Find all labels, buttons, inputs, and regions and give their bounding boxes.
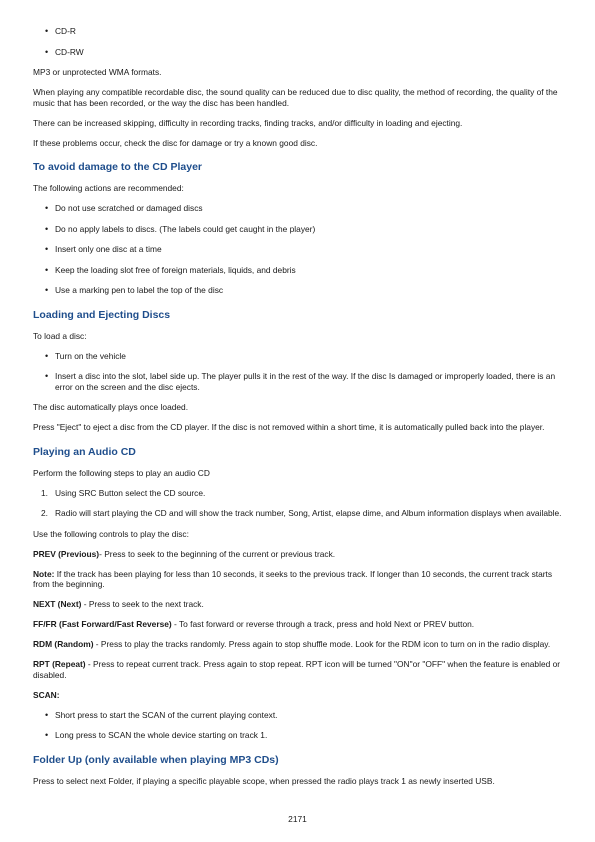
heading-playing-audio-cd: Playing an Audio CD <box>33 445 136 458</box>
next-control <box>33 599 563 610</box>
rpt-text: - Press to repeat current track. Press again to stop repeat. RPT icon will be turned "ON"or "OFF" when the feature is enabled or disabled. <box>33 659 561 680</box>
scan-list <box>33 710 563 741</box>
list-item: • Use a marking pen to label the top of the disc <box>33 285 563 296</box>
list-item <box>33 508 563 519</box>
rpt-control <box>33 659 563 680</box>
note-text: If the track has been playing for less than 10 seconds, it seeks to the previous track. If longer than 10 seconds, the current track starts from the beginning. <box>33 568 553 589</box>
prev-text: - Press to seek to the beginning of the current or previous track. <box>99 548 336 559</box>
list-item: • Keep the loading slot free of foreign materials, liquids, and debris <box>33 265 563 276</box>
step-text: Radio will start playing the CD and will show the track number, Song, Artist, elapse dime, and Album information displays when available. <box>55 508 562 518</box>
folder-paragraph: Press to select next Folder, if playing a specific playable scope, when pressed the radio plays track 1 as newly inserted USB. <box>33 775 495 786</box>
step-text: Using SRC Button select the CD source. <box>55 487 206 498</box>
scan-label: SCAN: <box>33 689 60 700</box>
scan-control <box>33 690 563 701</box>
next-text: - Press to seek to the next track. <box>81 599 204 609</box>
note-paragraph <box>33 569 563 590</box>
rdm-label: RDM (Random) <box>33 639 94 649</box>
list-item: • CD-R <box>33 26 563 37</box>
ff-fr-control <box>33 619 563 630</box>
list-item: • Turn on the vehicle <box>33 351 563 362</box>
quality-paragraph: When playing any compatible recordable disc, the sound quality can be reduced due to disc quality, the method of recording, the quality of the music that has been recorded, or the way the disc has been handled. <box>33 87 558 108</box>
heading-loading-ejecting: Loading and Ejecting Discs <box>33 308 171 321</box>
loading-list <box>33 351 563 393</box>
step-number: 2. <box>41 508 48 518</box>
prev-control <box>33 549 563 560</box>
list-item: • CD-RW <box>33 47 563 58</box>
document-page <box>33 26 563 796</box>
to-load-paragraph: To load a disc: <box>33 330 87 341</box>
eject-paragraph: Press "Eject" to eject a disc from the CD player. If the disc is not removed within a short time, it is automatically pulled back into the player. <box>33 422 545 432</box>
prev-label: PREV (Previous) <box>33 548 100 559</box>
list-item <box>33 488 563 499</box>
formats-paragraph: MP3 or unprotected WMA formats. <box>33 67 162 77</box>
avoid-damage-list <box>33 203 563 296</box>
heading-folder-up: Folder Up (only available when playing MP3 CDs) <box>33 753 279 766</box>
list-item: • Short press to start the SCAN of the current playing context. <box>33 710 563 721</box>
list-item: • Do not use scratched or damaged discs <box>33 203 563 214</box>
rdm-control <box>33 639 563 650</box>
note-label: Note: <box>33 568 55 579</box>
ff-fr-label: FF/FR (Fast Forward/Fast Reverse) <box>33 619 172 629</box>
heading-avoid-damage: To avoid damage to the CD Player <box>33 161 203 173</box>
steps-list <box>33 488 563 519</box>
next-label: NEXT (Next) <box>33 599 82 609</box>
disc-type-list <box>33 26 563 57</box>
list-item: • Do no apply labels to discs. (The labels could get caught in the player) <box>33 224 563 235</box>
skipping-paragraph: There can be increased skipping, difficulty in recording tracks, finding tracks, and/or difficulty in loading and ejecting. <box>33 117 463 128</box>
list-item: • Insert only one disc at a time <box>33 244 563 255</box>
step-number: 1. <box>41 487 48 498</box>
check-paragraph: If these problems occur, check the disc for damage or try a known good disc. <box>33 137 318 148</box>
rdm-text: - Press to play the tracks randomly. Press again to stop shuffle mode. Look for the RDM icon to turn on in the radio display. <box>93 639 551 649</box>
ff-fr-text: - To fast forward or reverse through a track, press and hold Next or PREV button. <box>171 619 475 629</box>
list-item: • Long press to SCAN the whole device starting on track 1. <box>33 730 563 741</box>
steps-paragraph: Perform the following steps to play an audio CD <box>33 467 210 478</box>
controls-paragraph: Use the following controls to play the disc: <box>33 528 189 539</box>
rpt-label: RPT (Repeat) <box>33 659 86 669</box>
page-number: 2171 <box>288 814 307 824</box>
autoplay-paragraph: The disc automatically plays once loaded. <box>33 402 189 412</box>
recommended-paragraph: The following actions are recommended: <box>33 183 184 193</box>
list-item: • Insert a disc into the slot, label side up. The player pulls it in the rest of the way. If the disc Is damaged or improperly loaded, there is an error on the screen and the disc ejects. <box>33 371 563 392</box>
